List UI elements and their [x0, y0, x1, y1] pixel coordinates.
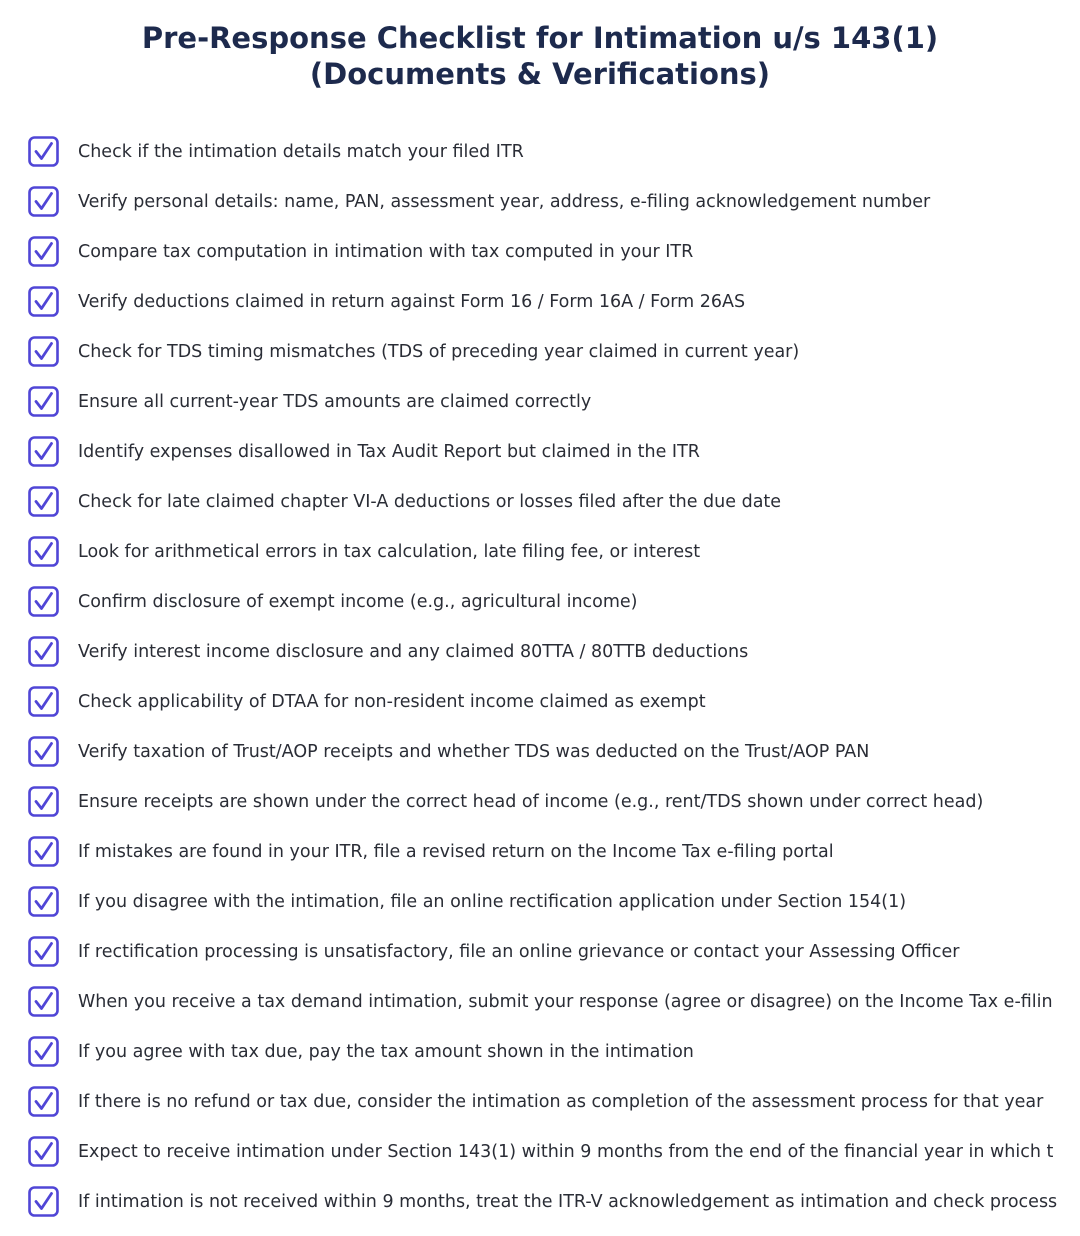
checklist-item-label: Compare tax computation in intimation with tax computed in your ITR [78, 242, 694, 262]
checklist-item-label: Verify interest income disclosure and any claimed 80TTA / 80TTB deductions [78, 642, 749, 662]
checklist-item [0, 927, 1080, 977]
checklist-item-label: Check for late claimed chapter VI-A deductions or losses filed after the due date [78, 492, 782, 512]
checklist-item [0, 277, 1080, 327]
checklist-item-label: If rectification processing is unsatisfactory, file an online grievance or contact your Assessing Officer [78, 942, 960, 962]
checkbox-checked-icon[interactable] [28, 236, 59, 267]
checklist-item-label: Look for arithmetical errors in tax calculation, late filing fee, or interest [78, 542, 701, 562]
checklist-item-label: When you receive a tax demand intimation, submit your response (agree or disagree) on the Income Tax e-filin [78, 992, 1053, 1012]
checkbox-checked-icon[interactable] [28, 386, 59, 417]
checklist-item [0, 1127, 1080, 1177]
checkbox-checked-icon[interactable] [28, 1086, 59, 1117]
checkbox-checked-icon[interactable] [28, 836, 59, 867]
checkbox-checked-icon[interactable] [28, 286, 59, 317]
checklist-item-label: Verify personal details: name, PAN, assessment year, address, e-filing acknowledgement number [78, 192, 931, 212]
checkbox-checked-icon[interactable] [28, 886, 59, 917]
checklist-item [0, 677, 1080, 727]
checkbox-checked-icon[interactable] [28, 786, 59, 817]
checklist-item-label: If you disagree with the intimation, file an online rectification application under Section 154(1) [78, 892, 907, 912]
checkbox-checked-icon[interactable] [28, 536, 59, 567]
checklist-item-label: Check applicability of DTAA for non-resident income claimed as exempt [78, 692, 706, 712]
checkbox-checked-icon[interactable] [28, 136, 59, 167]
checklist-item [0, 527, 1080, 577]
checklist-item [0, 427, 1080, 477]
checkbox-checked-icon[interactable] [28, 736, 59, 767]
checkbox-checked-icon[interactable] [28, 486, 59, 517]
checklist-item-label: Confirm disclosure of exempt income (e.g., agricultural income) [78, 592, 638, 612]
checkbox-checked-icon[interactable] [28, 1186, 59, 1217]
checkbox-checked-icon[interactable] [28, 586, 59, 617]
checklist-item-label: Verify taxation of Trust/AOP receipts and whether TDS was deducted on the Trust/AOP PAN [78, 742, 870, 762]
checklist-item-label: If intimation is not received within 9 months, treat the ITR-V acknowledgement as intimation and check process [78, 1192, 1058, 1212]
checklist-item [0, 977, 1080, 1027]
checklist-item [0, 227, 1080, 277]
checklist-item-label: If there is no refund or tax due, consider the intimation as completion of the assessment process for that year [78, 1092, 1044, 1112]
checkbox-checked-icon[interactable] [28, 936, 59, 967]
checklist-item-label: Verify deductions claimed in return against Form 16 / Form 16A / Form 26AS [78, 292, 746, 312]
page-title-line-2: (Documents & Verifications) [309, 57, 771, 91]
checkbox-checked-icon[interactable] [28, 1036, 59, 1067]
checklist-item-label: Identify expenses disallowed in Tax Audit Report but claimed in the ITR [78, 442, 700, 462]
checklist-item-label: Expect to receive intimation under Section 143(1) within 9 months from the end of the financial year in which t [78, 1142, 1054, 1162]
checklist-item-label: Ensure all current-year TDS amounts are claimed correctly [78, 392, 592, 412]
checklist-item [0, 177, 1080, 227]
checklist-item [0, 327, 1080, 377]
checkbox-checked-icon[interactable] [28, 1136, 59, 1167]
checklist-item-label: If you agree with tax due, pay the tax amount shown in the intimation [78, 1042, 694, 1062]
checklist-item [0, 577, 1080, 627]
checkbox-checked-icon[interactable] [28, 686, 59, 717]
checklist-item-label: If mistakes are found in your ITR, file a revised return on the Income Tax e-filing portal [78, 842, 834, 862]
checklist-item [0, 727, 1080, 777]
checklist-item [0, 1177, 1080, 1227]
checklist-item [0, 127, 1080, 177]
checklist-item [0, 627, 1080, 677]
checklist-item [0, 377, 1080, 427]
checklist [0, 127, 1080, 1227]
checkbox-checked-icon[interactable] [28, 336, 59, 367]
page-title-line-1: Pre-Response Checklist for Intimation u/s 143(1) [141, 21, 939, 55]
checklist-item [0, 877, 1080, 927]
checklist-item-label: Ensure receipts are shown under the correct head of income (e.g., rent/TDS shown under correct head) [78, 792, 984, 812]
checkbox-checked-icon[interactable] [28, 186, 59, 217]
checklist-item [0, 777, 1080, 827]
checklist-item [0, 477, 1080, 527]
checklist-item [0, 1027, 1080, 1077]
checkbox-checked-icon[interactable] [28, 436, 59, 467]
page-title [0, 20, 1080, 92]
checkbox-checked-icon[interactable] [28, 986, 59, 1017]
checklist-item-label: Check if the intimation details match your filed ITR [78, 142, 524, 162]
checkbox-checked-icon[interactable] [28, 636, 59, 667]
checklist-item-label: Check for TDS timing mismatches (TDS of preceding year claimed in current year) [78, 342, 800, 362]
checklist-item [0, 1077, 1080, 1127]
checklist-item [0, 827, 1080, 877]
